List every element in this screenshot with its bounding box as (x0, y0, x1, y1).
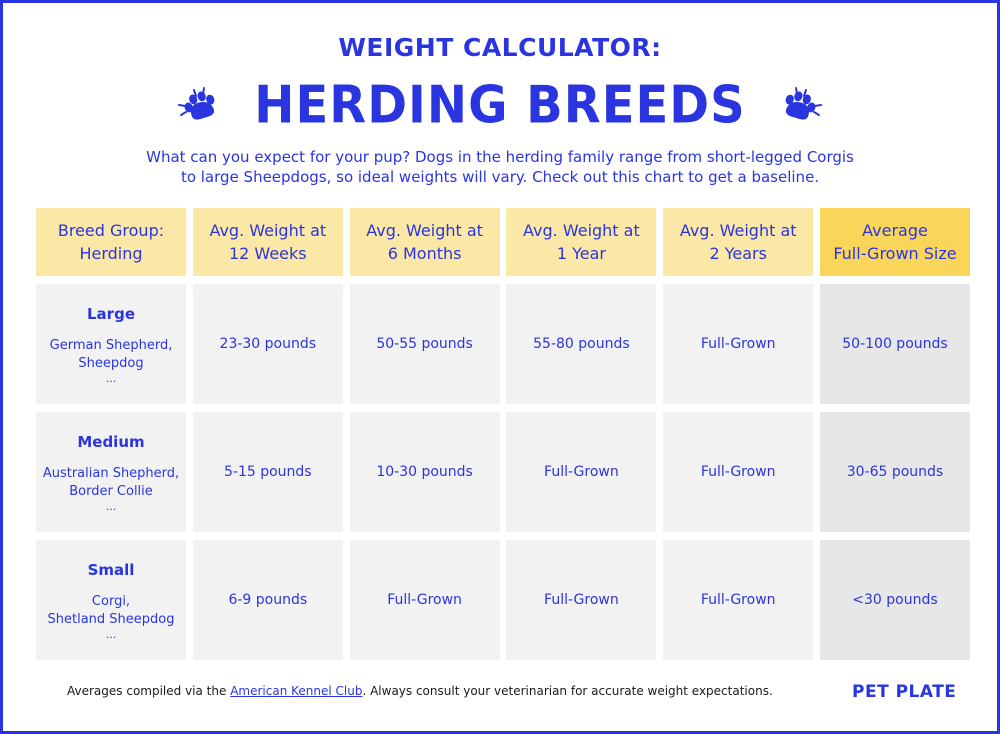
page-title: HERDING BREEDS (254, 74, 746, 136)
table-cell: Full-Grown (506, 540, 656, 660)
kicker-title: WEIGHT CALCULATOR: (338, 33, 662, 62)
table-cell: <30 pounds (820, 540, 970, 660)
header-2-years: Avg. Weight at 2 Years (663, 208, 813, 276)
table-cell: 10-30 pounds (350, 412, 500, 532)
header-12-weeks: Avg. Weight at 12 Weeks (193, 208, 343, 276)
table-cell: 23-30 pounds (193, 284, 343, 404)
table-cell: 6-9 pounds (193, 540, 343, 660)
table-cell: 30-65 pounds (820, 412, 970, 532)
akc-link[interactable]: American Kennel Club (230, 684, 363, 698)
intro-text: What can you expect for your pup? Dogs in the herding family range from short-legged Corgis to large Sheepdogs, so ideal weights will vary. Check out this chart to get a baseline. (146, 148, 854, 186)
header-1-year: Avg. Weight at 1 Year (506, 208, 656, 276)
paw-icon (176, 85, 224, 125)
brand-logo: PET PLATE (852, 682, 957, 702)
table-cell: Full-Grown (350, 540, 500, 660)
group-cell-small: Small Corgi, Shetland Sheepdog ... (36, 540, 186, 660)
table-cell: Full-Grown (663, 284, 813, 404)
header-full-grown: Average Full-Grown Size (820, 208, 970, 276)
table-cell: 55-80 pounds (506, 284, 656, 404)
table-cell: Full-Grown (663, 540, 813, 660)
header-6-months: Avg. Weight at 6 Months (350, 208, 500, 276)
footer-note: Averages compiled via the American Kennel Club. Always consult your veterinarian for accurate weight expectations. (67, 684, 773, 698)
group-cell-medium: Medium Australian Shepherd, Border Collie ... (36, 412, 186, 532)
title-row (0, 74, 1000, 136)
table-cell: 50-55 pounds (350, 284, 500, 404)
table-cell: 5-15 pounds (193, 412, 343, 532)
header-breed-group: Breed Group: Herding (36, 208, 186, 276)
table-cell: Full-Grown (506, 412, 656, 532)
weight-table (36, 208, 970, 660)
group-cell-large: Large German Shepherd, Sheepdog ... (36, 284, 186, 404)
table-cell: 50-100 pounds (820, 284, 970, 404)
paw-icon (776, 85, 824, 125)
table-cell: Full-Grown (663, 412, 813, 532)
